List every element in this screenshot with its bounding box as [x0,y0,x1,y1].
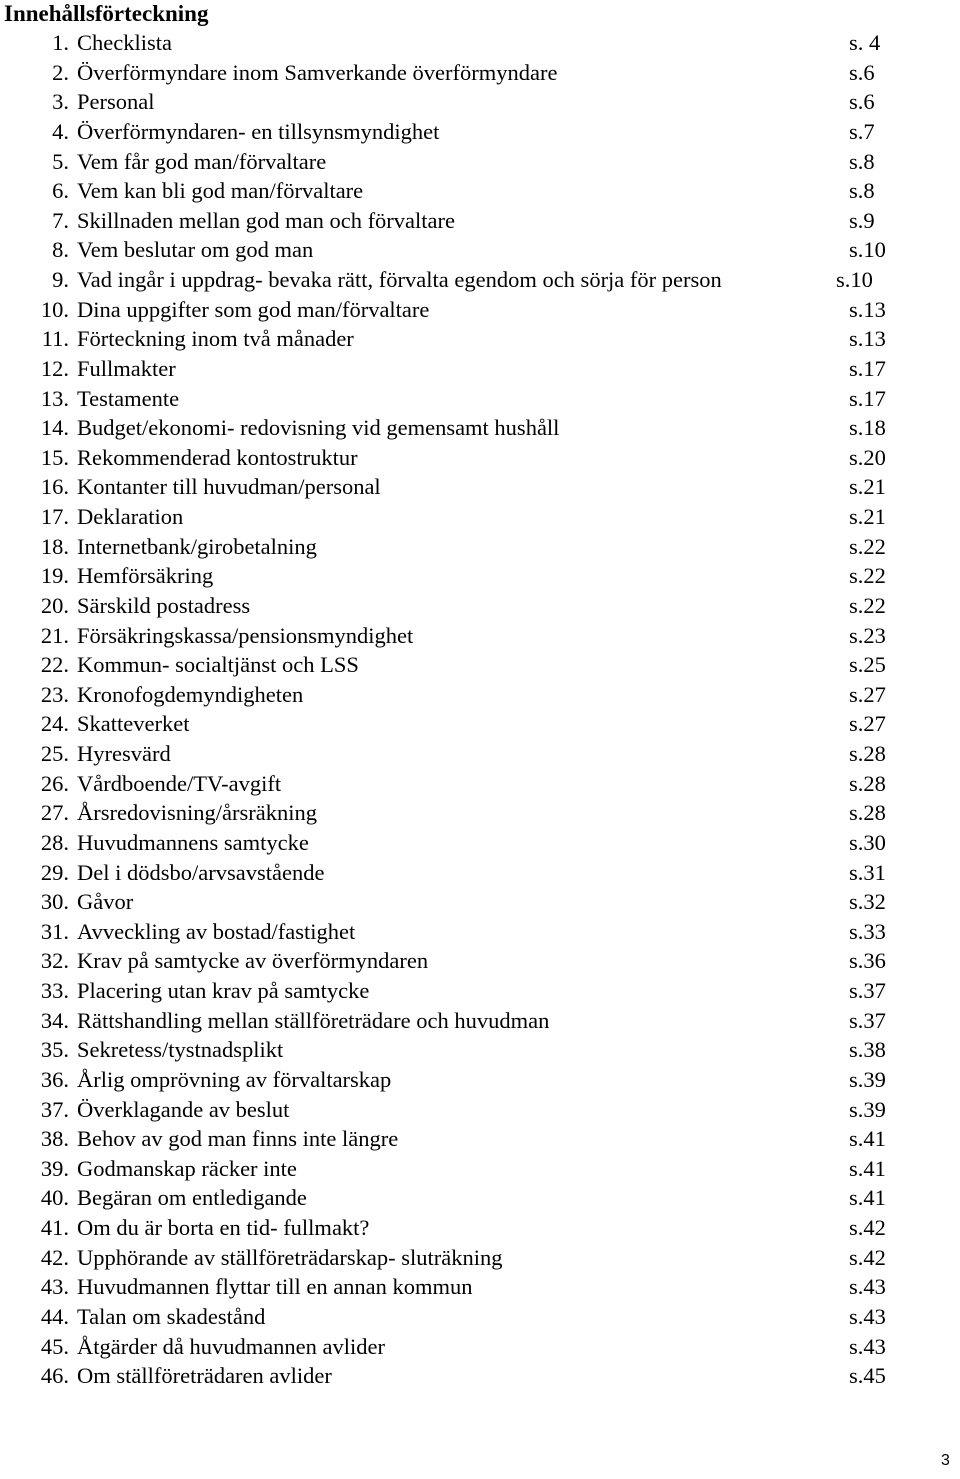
toc-entry [0,87,960,117]
toc-entry-title: Huvudmannen flyttar till en annan kommun [77,1274,473,1300]
toc-entry [0,176,960,206]
toc-entry-page: s.37 [849,978,886,1003]
toc-entry-page: s.28 [849,800,886,826]
toc-entry [0,1361,960,1391]
toc-entry-page: s.10 [836,267,873,292]
toc-entry-number: 21. [40,622,69,648]
toc-entry [0,354,960,384]
toc-entry [0,709,960,739]
toc-entry-title: Vem beslutar om god man [77,237,314,263]
toc-entry-number: 34. [40,1007,69,1033]
toc-entry-page: s.36 [849,948,886,974]
toc-entry-title: Hyresvärd [77,741,171,766]
toc-entry-page: s.10 [849,237,886,263]
toc-entry-page: s.28 [849,741,886,766]
toc-entry-title: Begäran om entledigande [77,1185,307,1211]
toc-entry-number: 18. [40,533,69,559]
toc-entry-title: Skillnaden mellan god man och förvaltare [77,207,456,233]
toc-entry-title: Checklista [77,30,172,55]
toc-entry-page: s.22 [849,592,886,618]
toc-entry-page: s.45 [849,1363,886,1389]
toc-entry-title: Överklagande av beslut [77,1096,290,1122]
toc-entry-number: 35. [40,1037,69,1063]
toc-entry-number: 40. [40,1185,69,1211]
toc-entry-number: 15. [40,444,69,470]
toc-entry-title: Fullmakter [77,355,176,381]
toc-entry-title: Överförmyndare inom Samverkande överförmyndare [77,59,558,85]
toc-entry-number: 8. [52,237,69,263]
toc-entry [0,591,960,621]
toc-entry-page: s.6 [849,89,875,115]
toc-entry-page: s.43 [849,1303,886,1329]
toc-entry-page: s.6 [849,59,875,85]
toc-entry-number: 46. [40,1363,69,1389]
toc-entry-page: s.9 [849,207,875,233]
toc-entry-number: 17. [40,504,69,529]
toc-entry [0,413,960,443]
toc-entry-number: 6. [52,178,69,204]
toc-entry-number: 30. [40,889,69,915]
toc-entry [0,1302,960,1332]
toc-entry-title: Om ställföreträdaren avlider [77,1363,332,1389]
toc-entry [0,828,960,858]
toc-entry-title: Skatteverket [77,711,190,737]
toc-entry [0,1006,960,1036]
toc-entry-title: Dina uppgifter som god man/förvaltare [77,296,430,322]
toc-entry-title: Särskild postadress [77,592,251,618]
toc-entry-number: 29. [40,859,69,885]
toc-entry-page: s.20 [849,444,886,470]
toc-entry-number: 1. [52,30,69,55]
toc-entry [0,324,960,354]
toc-entry-title: Godmanskap räcker inte [77,1155,297,1181]
toc-entry-number: 4. [52,118,69,144]
toc-entry-page: s.37 [849,1007,886,1033]
toc-entry [0,532,960,562]
toc-entry-number: 45. [40,1333,69,1359]
toc-entry-title: Avveckling av bostad/fastighet [77,918,356,944]
toc-entry-page: s.27 [849,711,886,737]
toc-entry-title: Rekommenderad kontostruktur [77,444,358,470]
toc-entry-title: Gåvor [77,889,134,915]
toc-entry-number: 37. [40,1096,69,1122]
toc-entry-page: s.42 [849,1215,886,1240]
toc-entry [0,384,960,414]
toc-entry-title: Hemförsäkring [77,563,214,589]
toc-entry [0,946,960,976]
toc-entry [0,443,960,473]
toc-entry-number: 36. [40,1066,69,1092]
toc-entry-page: s.25 [849,652,886,678]
page-number: 3 [941,1452,950,1469]
toc-entry-title: Del i dödsbo/arvsavstående [77,859,325,885]
toc-entry-number: 32. [40,948,69,974]
toc-entry [0,976,960,1006]
toc-entry-title: Överförmyndaren- en tillsynsmyndighet [77,118,440,144]
toc-entry [0,1272,960,1302]
toc-entry-page: s.22 [849,533,886,559]
toc-entry-number: 42. [40,1244,69,1270]
toc-entry-page: s.30 [849,829,886,855]
toc-entry-page: s.31 [849,859,886,885]
toc-entry-page: s.23 [849,622,886,648]
toc-entry-number: 39. [40,1155,69,1181]
toc-entry-number: 5. [52,148,69,174]
toc-entry [0,1213,960,1243]
toc-entry-page: s.32 [849,889,886,915]
toc-entry-page: s.8 [849,148,875,174]
toc-entry-title: Årlig omprövning av förvaltarskap [77,1066,392,1092]
toc-entry-number: 23. [40,681,69,707]
toc-entry-page: s.21 [849,474,886,500]
toc-entry-number: 44. [40,1303,69,1329]
toc-entry-number: 2. [52,59,69,85]
toc-heading: Innehållsförteckning [4,1,209,26]
toc-entry [0,1035,960,1065]
toc-entry-number: 31. [40,918,69,944]
toc-entry [0,1332,960,1362]
toc-entry-number: 43. [40,1274,69,1300]
toc-entry [0,58,960,88]
toc-entry-title: Om du är borta en tid- fullmakt? [77,1215,370,1240]
toc-entry-title: Vem får god man/förvaltare [77,148,327,174]
toc-entry-number: 12. [40,355,69,381]
toc-entry [0,147,960,177]
toc-entry-page: s.42 [849,1244,886,1270]
toc-entry [0,887,960,917]
toc-entry-page: s.7 [849,118,875,144]
toc-entry [0,917,960,947]
toc-entry-page: s.8 [849,178,875,204]
toc-entry-page: s.17 [849,355,886,381]
toc-entry-title: Kontanter till huvudman/personal [77,474,381,500]
toc-entry-title: Kommun- socialtjänst och LSS [77,652,359,678]
toc-entry-page: s.43 [849,1333,886,1359]
toc-entry [0,28,960,58]
toc-entry-page: s.41 [849,1155,886,1181]
toc-entry-number: 28. [40,829,69,855]
toc-entry [0,117,960,147]
toc-entry-title: Vad ingår i uppdrag- bevaka rätt, förvalta egendom och sörja för person [77,267,722,292]
toc-entry [0,265,960,295]
toc-entry-number: 10. [40,296,69,322]
toc-entry-title: Huvudmannens samtycke [77,829,309,855]
toc-entry-number: 27. [40,800,69,826]
toc-entry-title: Åtgärder då huvudmannen avlider [77,1333,386,1359]
toc-entry-title: Upphörande av ställföreträdarskap- sluträkning [77,1244,503,1270]
toc-entry [0,1183,960,1213]
toc-entry-page: s.18 [849,415,886,441]
toc-entry [0,680,960,710]
toc-entry-page: s.41 [849,1185,886,1211]
toc-entry-number: 22. [40,652,69,678]
toc-entry-number: 19. [40,563,69,589]
toc-entry-page: s.28 [849,770,886,796]
toc-entry [0,858,960,888]
toc-entry [0,1124,960,1154]
toc-entry-page: s.27 [849,681,886,707]
toc-entry-title: Internetbank/girobetalning [77,533,317,559]
toc-entry-number: 24. [40,711,69,737]
toc-entry-number: 16. [40,474,69,500]
toc-entry [0,1095,960,1125]
toc-entry-title: Behov av god man finns inte längre [77,1126,399,1152]
toc-entry-number: 3. [52,89,69,115]
toc-entry-page: s.13 [849,296,886,322]
toc-entry-number: 41. [40,1215,69,1240]
toc-entry-title: Försäkringskassa/pensionsmyndighet [77,622,414,648]
toc-entry-title: Vårdboende/TV-avgift [77,770,282,796]
toc-entry [0,472,960,502]
toc-entry-page: s.38 [849,1037,886,1063]
toc-entry [0,1243,960,1273]
toc-entry [0,1154,960,1184]
toc-entry-number: 7. [52,207,69,233]
toc-entry-title: Sekretess/tystnadsplikt [77,1037,284,1063]
toc-entry-page: s.41 [849,1126,886,1152]
toc-entry-page: s.21 [849,504,886,529]
toc-entry [0,561,960,591]
toc-list [0,28,960,1391]
toc-entry [0,798,960,828]
toc-entry-number: 26. [40,770,69,796]
toc-entry-page: s.33 [849,918,886,944]
toc-entry [0,650,960,680]
toc-entry-title: Krav på samtycke av överförmyndaren [77,948,429,974]
toc-entry [0,206,960,236]
toc-entry-title: Årsredovisning/årsräkning [77,800,317,826]
toc-entry-number: 33. [40,978,69,1003]
toc-entry-title: Placering utan krav på samtycke [77,978,370,1003]
toc-entry [0,621,960,651]
toc-entry-title: Talan om skadestånd [77,1303,266,1329]
toc-entry-number: 14. [40,415,69,441]
toc-entry-title: Rättshandling mellan ställföreträdare och huvudman [77,1007,550,1033]
toc-entry-title: Förteckning inom två månader [77,326,354,352]
toc-entry [0,739,960,769]
toc-entry-title: Testamente [77,385,180,411]
toc-entry-page: s.22 [849,563,886,589]
toc-entry-page: s.39 [849,1096,886,1122]
toc-entry-title: Vem kan bli god man/förvaltare [77,178,364,204]
toc-entry [0,1065,960,1095]
toc-entry-title: Budget/ekonomi- redovisning vid gemensamt hushåll [77,415,560,441]
toc-entry [0,235,960,265]
toc-entry-number: 9. [52,267,69,292]
toc-entry-number: 25. [40,741,69,766]
toc-entry-page: s. 4 [849,30,881,55]
toc-entry-page: s.17 [849,385,886,411]
toc-entry-number: 20. [40,592,69,618]
toc-entry-number: 11. [41,326,69,352]
toc-entry-number: 13. [40,385,69,411]
toc-entry-title: Personal [77,89,155,115]
toc-entry [0,295,960,325]
toc-entry-page: s.39 [849,1066,886,1092]
toc-entry-title: Deklaration [77,504,184,529]
toc-entry-page: s.43 [849,1274,886,1300]
toc-entry [0,769,960,799]
toc-entry [0,502,960,532]
toc-entry-number: 38. [40,1126,69,1152]
toc-entry-title: Kronofogdemyndigheten [77,681,304,707]
toc-entry-page: s.13 [849,326,886,352]
